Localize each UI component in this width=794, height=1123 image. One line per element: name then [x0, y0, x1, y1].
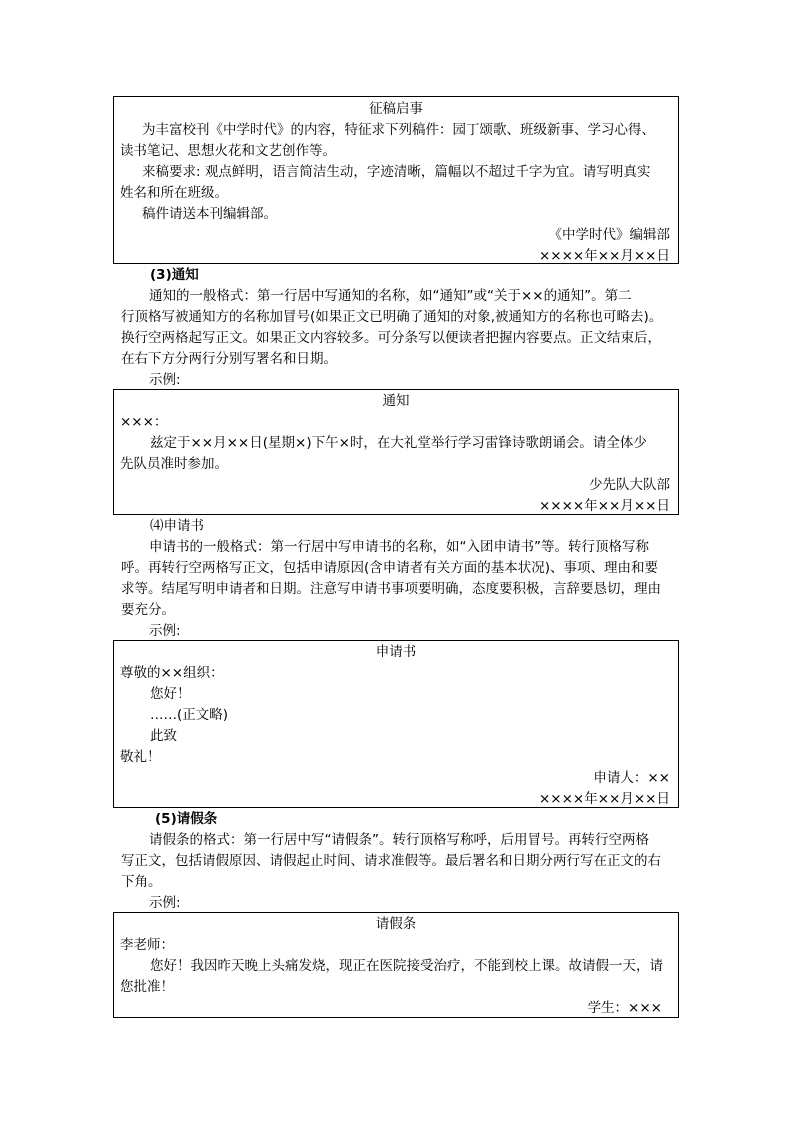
signature: 申请人：×× — [593, 770, 670, 786]
example-label: 示例: — [149, 372, 181, 388]
body-line: 您批准！ — [120, 979, 174, 995]
notice-example-box — [113, 389, 679, 515]
body-line: 来稿要求: 观点鲜明，语言简洁生动，字迹清晰，篇幅以不超过千字为宜。请写明真实 — [142, 164, 651, 180]
leave-note-example-box — [113, 912, 679, 1018]
salutation: 尊敬的××组织： — [120, 665, 224, 681]
para-line: 请假条的格式：第一行居中写“请假条”。转行顶格写称呼，后用冒号。再转行空两格 — [149, 832, 649, 848]
application-example-box — [113, 640, 679, 808]
box-title: 通知 — [382, 393, 410, 409]
body-line: 姓名和所在班级。 — [120, 185, 228, 201]
salutation: 李老师： — [120, 937, 174, 953]
para-line: 求等。结尾写明申请者和日期。注意写申请书事项要明确，态度要积极，言辞要恳切，理由 — [121, 581, 661, 597]
para-line: 写正文，包括请假原因、请假起止时间、请求准假等。最后署名和日期分两行写在正文的右 — [121, 853, 661, 869]
date: ××××年××月××日 — [539, 791, 670, 807]
para-line: 通知的一般格式：第一行居中写通知的名称，如“通知”或“关于××的通知”。第二 — [149, 288, 632, 304]
box-title: 征稿启事 — [369, 101, 423, 117]
example-label: 示例: — [149, 895, 181, 911]
para-line: 要充分。 — [121, 602, 175, 618]
date: ××××年××月××日 — [539, 248, 670, 264]
closing: 敬礼！ — [120, 749, 161, 765]
date: ××××年××月××日 — [539, 498, 670, 514]
greeting: 您好！ — [150, 686, 191, 702]
addressee: ×××： — [120, 414, 168, 430]
body-line: 为丰富校刊《中学时代》的内容，特征求下列稿件：园丁颂歌、班级新事、学习心得、 — [142, 122, 655, 138]
example-label: 示例: — [149, 623, 181, 639]
body-line: 稿件请送本刊编辑部。 — [142, 206, 277, 222]
body-line: 读书笔记、思想火花和文艺创作等。 — [120, 143, 336, 159]
box-title: 申请书 — [375, 644, 417, 660]
body-line: ……(正文略) — [150, 707, 229, 723]
signature: 少先队大队部 — [589, 477, 670, 493]
para-line: 下角。 — [121, 874, 162, 890]
para-line: 换行空两格起写正文。如果正文内容较多。可分条写以便读者把握内容要点。正文结束后， — [121, 330, 661, 346]
box-title: 请假条 — [375, 916, 417, 932]
section-heading-application: ⑷申请书 — [150, 518, 204, 534]
section-paragraph — [121, 537, 681, 642]
section-paragraph — [121, 286, 681, 391]
signature: 学生：××× — [587, 1000, 662, 1016]
section-paragraph — [121, 830, 681, 914]
para-line: 行顶格写被通知方的名称加冒号(如果正文已明确了通知的对象,被通知方的名称也可略去)。 — [121, 309, 663, 325]
para-line: 呼。再转行空两格写正文，包括申请原因(含申请者有关方面的基本状况)、事项、理由和要 — [121, 560, 659, 576]
section-heading-leave-note: (5)请假条 — [155, 811, 218, 827]
section-heading-notice: (3)通知 — [150, 267, 199, 283]
para-line: 申请书的一般格式：第一行居中写申请书的名称，如“入团申请书”等。转行顶格写称 — [149, 539, 649, 555]
body-line: 兹定于××月××日(星期×)下午×时，在大礼堂举行学习雷锋诗歌朗诵会。请全体少 — [150, 435, 647, 451]
closing: 此致 — [150, 728, 177, 744]
para-line: 在右下方分两行分别写署名和日期。 — [121, 351, 337, 367]
body-line: 您好！我因昨天晚上头痛发烧，现正在医院接受治疗，不能到校上课。故请假一天，请 — [150, 958, 663, 974]
signature: 《中学时代》编辑部 — [548, 227, 670, 243]
body-line: 先队员准时参加。 — [120, 456, 228, 472]
call-for-papers-box — [113, 96, 679, 264]
